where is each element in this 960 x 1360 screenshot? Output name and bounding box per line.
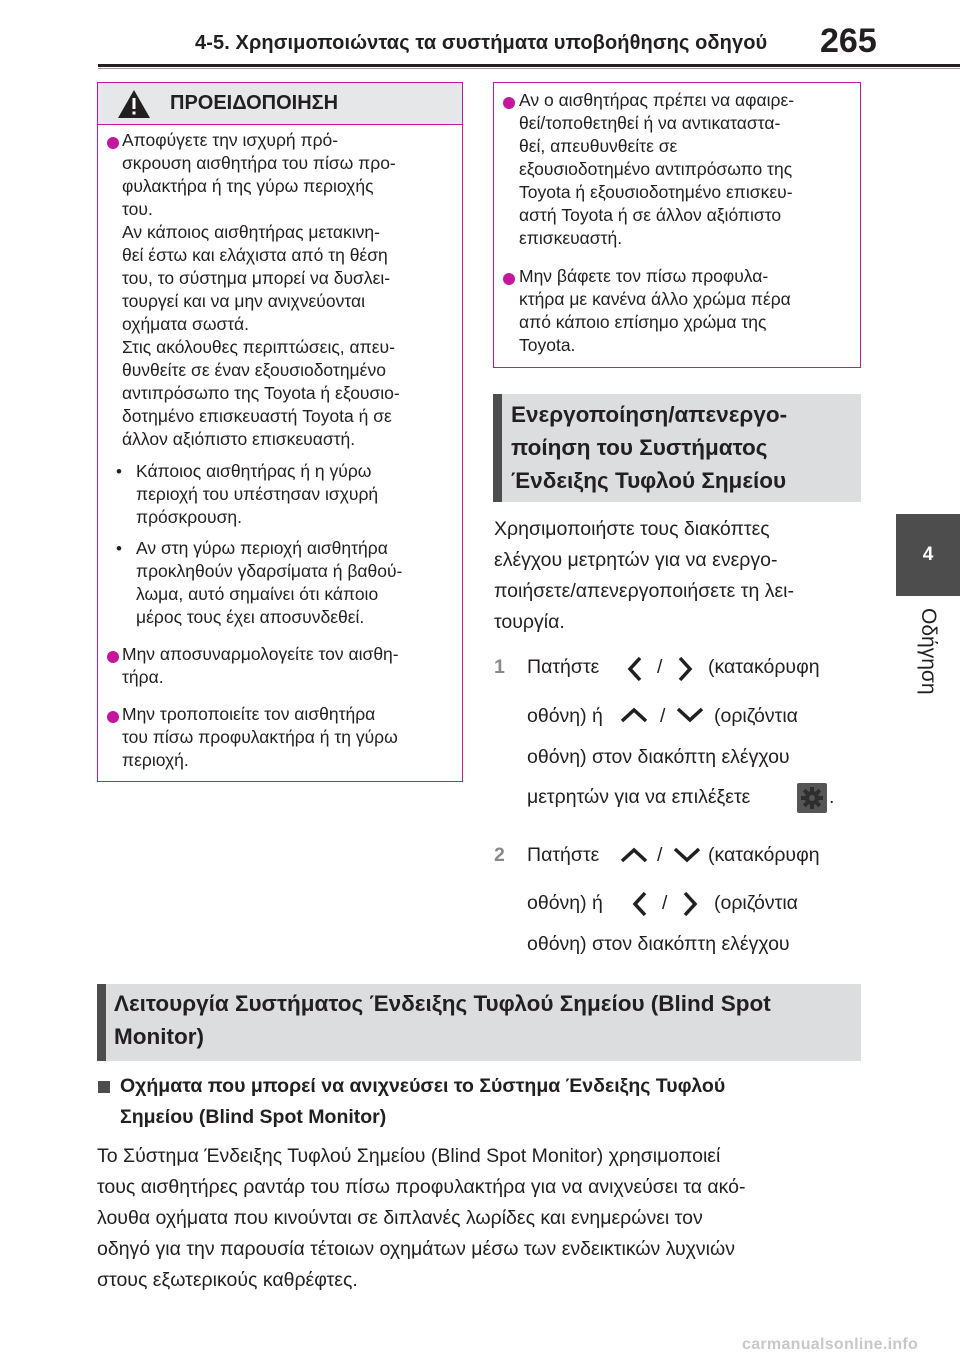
header-rule xyxy=(98,64,960,67)
heading-line: Monitor) xyxy=(114,1024,204,1049)
chapter-number: 4 xyxy=(922,544,934,565)
warning-subitem-2 xyxy=(136,537,462,629)
heading-bar xyxy=(493,394,502,502)
warning-item-line: του, το σύστημα μπορεί να δυσλει- xyxy=(122,268,391,288)
warning-subitem-line: μέρος τους έχει αποσυνδεθεί. xyxy=(136,607,365,627)
chapter-label: Οδήγηση xyxy=(917,608,940,695)
bullet-icon xyxy=(503,273,515,285)
chevron-down-icon xyxy=(673,847,701,863)
bsm-heading xyxy=(114,987,859,1053)
heading-line: Λειτουργία Συστήματος Ένδειξης Τυφλού Σημείου (Blind Spot xyxy=(114,991,771,1016)
intro-line: Χρησιμοποιήστε τους διακόπτες xyxy=(494,518,770,540)
warning-item-line: του πίσω προφυλακτήρα ή τη γύρω xyxy=(122,727,398,747)
page-number: 265 xyxy=(820,22,877,60)
warning-item-line: Αποφύγετε την ισχυρή πρό- xyxy=(122,130,339,150)
warning-subitem-line: Κάποιος αισθητήρας ή η γύρω xyxy=(136,461,372,481)
chevron-right-icon xyxy=(682,891,698,917)
continued-item-line: Αν ο αισθητήρας πρέπει να αφαιρε- xyxy=(519,90,795,110)
chevron-left-icon xyxy=(632,891,648,917)
warning-item-line: Στις ακόλουθες περιπτώσεις, απευ- xyxy=(122,337,395,357)
slash: / xyxy=(662,892,668,914)
chevron-left-icon xyxy=(627,656,643,682)
warning-subitem-1 xyxy=(136,460,462,529)
activation-heading xyxy=(511,398,861,497)
warning-item-line: Μην τροποποιείτε τον αισθητήρα xyxy=(122,704,376,724)
warning-triangle-icon xyxy=(117,89,151,119)
warning-item-line: Μην αποσυναρμολογείτε τον αισθη- xyxy=(122,644,399,664)
step2-vertical: (κατακόρυφη xyxy=(708,844,820,866)
continued-item-line: Μην βάφετε τον πίσω προφυλα- xyxy=(519,266,769,286)
heading-line: ποίηση του Συστήματος xyxy=(511,435,768,460)
step1-horizontal: (οριζόντια xyxy=(714,705,798,727)
step1-line3: οθόνη) στον διακόπτη ελέγχου xyxy=(527,746,790,768)
bsm-body xyxy=(97,1141,872,1296)
warning-item-line: άλλον αξιόπιστο επισκευαστή. xyxy=(122,429,356,449)
step-number: 2 xyxy=(494,844,505,866)
warning-item-line: του. xyxy=(122,199,153,219)
bullet-icon xyxy=(107,651,119,663)
warning-item-line: Αν κάποιος αισθητήρας μετακινη- xyxy=(122,222,380,242)
warning-subitem-line: περιοχή του υπέστησαν ισχυρή xyxy=(136,484,379,504)
heading-line: Ενεργοποίηση/απενεργο- xyxy=(511,402,788,427)
body-line: οδηγό για την παρουσία τέτοιων οχημάτων μέσω των ενδεικτικών λυχνιών xyxy=(97,1238,735,1260)
continued-item-line: από κάποιο επίσημο χρώμα της xyxy=(519,312,767,332)
subheading-line: Οχήματα που μπορεί να ανιχνεύσει το Σύστημα Ένδειξης Τυφλού xyxy=(120,1075,726,1097)
warning-item-line: οχήματα σωστά. xyxy=(122,314,249,334)
continued-item-line: επισκευαστή. xyxy=(519,228,623,248)
step1-vertical: (κατακόρυφη xyxy=(708,656,820,678)
warning-subitem-line: προκληθούν γδαρσίματα ή βαθού- xyxy=(136,561,403,581)
chevron-up-icon xyxy=(620,707,648,723)
step1-text-pre: Πατήστε xyxy=(527,656,600,678)
continued-item-line: θεί/τοποθετηθεί ή να αντικαταστα- xyxy=(519,113,781,133)
body-line: τους αισθητήρες ραντάρ του πίσω προφυλακτήρα για να ανιχνεύσει τα ακό- xyxy=(97,1176,746,1198)
running-header: 4-5. Χρησιμοποιώντας τα συστήματα υποβοήθησης οδηγού xyxy=(195,32,768,54)
warning-item-line: αντιπρόσωπο της Toyota ή εξουσιο- xyxy=(122,383,400,403)
chevron-up-icon xyxy=(620,847,648,863)
warning-item-line: τήρα. xyxy=(122,667,164,687)
intro-line: ποιήσετε/απενεργοποιήσετε τη λει- xyxy=(494,580,794,602)
warning-title: ΠΡΟΕΙΔΟΠΟΙΗΣΗ xyxy=(170,92,339,114)
continued-item-1 xyxy=(519,89,859,250)
warning-item-line: φυλακτήρα ή της γύρω περιοχής xyxy=(122,176,374,196)
warning-subitem-line: Αν στη γύρω περιοχή αισθητήρα xyxy=(136,538,388,558)
continued-item-2 xyxy=(519,265,859,357)
step2-horizontal: (οριζόντια xyxy=(714,892,798,914)
square-bullet-icon xyxy=(98,1081,110,1093)
warning-subitem-line: πρόσκρουση. xyxy=(136,507,242,527)
subheading-line: Σημείου (Blind Spot Monitor) xyxy=(120,1106,387,1128)
step2-text-pre: Πατήστε xyxy=(527,844,600,866)
warning-item-line: σκρουση αισθητήρα του πίσω προ- xyxy=(122,153,396,173)
body-line: λουθα οχήματα που κινούνται σε διπλανές λωρίδες και ενημερώνει τον xyxy=(97,1207,703,1229)
step2-line2: οθόνη) ή xyxy=(527,892,603,914)
intro-line: ελέγχου μετρητών για να ενεργο- xyxy=(494,549,778,571)
step-number: 1 xyxy=(494,656,505,678)
slash: / xyxy=(657,844,663,866)
intro-line: τουργία. xyxy=(494,611,565,633)
continued-item-line: Toyota. xyxy=(519,335,576,355)
continued-item-line: θεί, απευθυνθείτε σε xyxy=(519,136,678,156)
warning-item-line: θεί έστω και ελάχιστα από τη θέση xyxy=(122,245,388,265)
heading-line: Ένδειξης Τυφλού Σημείου xyxy=(511,468,787,493)
continued-item-line: αστή Toyota ή σε άλλον αξιόπιστο xyxy=(519,205,782,225)
warning-item-2 xyxy=(122,643,462,689)
bullet-icon xyxy=(107,137,119,149)
warning-item-line: θυνθείτε σε έναν εξουσιοδοτημένο xyxy=(122,360,386,380)
slash: / xyxy=(657,656,663,678)
body-line: στους εξωτερικούς καθρέφτες. xyxy=(97,1269,358,1291)
settings-gear-icon xyxy=(797,783,827,813)
chapter-tab[interactable] xyxy=(896,514,960,596)
body-line: Το Σύστημα Ένδειξης Τυφλού Σημείου (Blind Spot Monitor) χρησιμοποιεί xyxy=(97,1145,721,1167)
bullet-icon xyxy=(107,711,119,723)
continued-item-line: Toyota ή εξουσιοδοτημένο επισκευ- xyxy=(519,182,793,202)
watermark: carmanualsonline.info xyxy=(742,1336,919,1353)
step2-line3: οθόνη) στον διακόπτη ελέγχου xyxy=(527,933,790,955)
bullet-icon xyxy=(503,97,515,109)
warning-item-1 xyxy=(122,129,462,451)
warning-item-line: περιοχή. xyxy=(122,750,189,770)
continued-item-line: εξουσιοδοτημένο αντιπρόσωπο της xyxy=(519,159,793,179)
chevron-right-icon xyxy=(677,656,693,682)
step1-line2: οθόνη) ή xyxy=(527,705,603,727)
warning-subitem-line: λωμα, αυτό σημαίνει ότι κάποιο xyxy=(136,584,379,604)
heading-bar xyxy=(97,984,106,1061)
period: . xyxy=(829,786,835,808)
slash: / xyxy=(660,705,666,727)
activation-intro xyxy=(494,514,860,638)
list-dot: • xyxy=(116,539,122,558)
warning-item-line: δοτημένο επισκευαστή Toyota ή σε xyxy=(122,406,392,426)
warning-item-3 xyxy=(122,703,462,772)
list-dot: • xyxy=(116,462,122,481)
step1-line4: μετρητών για να επιλέξετε xyxy=(527,786,751,808)
continued-item-line: κτήρα με κανένα άλλο χρώμα πέρα xyxy=(519,289,791,309)
bsm-subheading xyxy=(120,1071,725,1133)
warning-item-line: τουργεί και να μην ανιχνεύονται xyxy=(122,291,366,311)
chevron-down-icon xyxy=(676,707,704,723)
header-rule-thin xyxy=(98,68,960,69)
